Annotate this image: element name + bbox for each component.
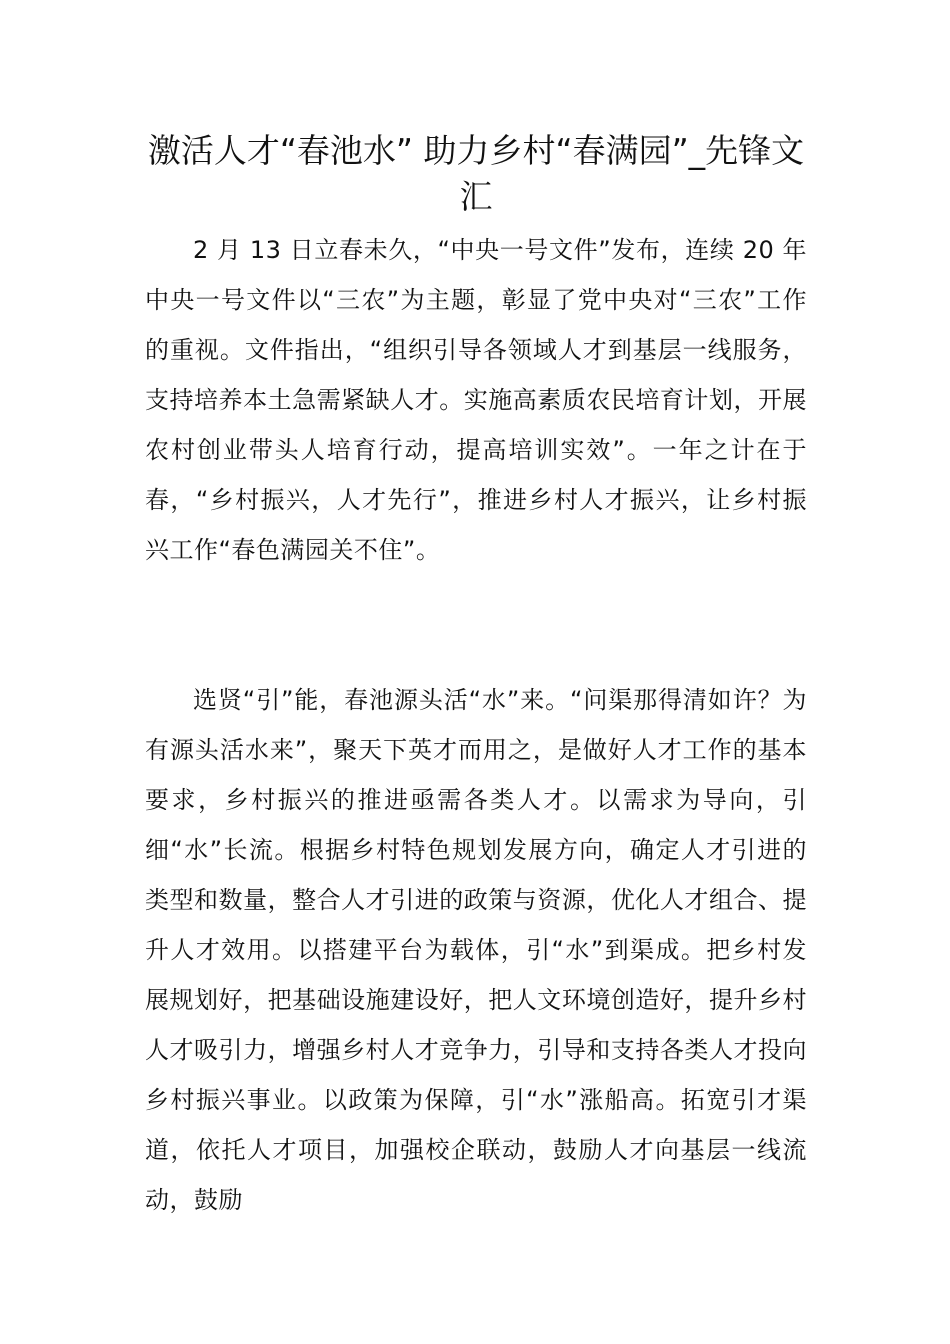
- paragraph-1: 2 月 13 日立春未久，“中央一号文件”发布，连续 20 年中央一号文件以“三农”为主题，彰显了党中央对“三农”工作的重视。文件指出，“组织引导各领域人才到基层一线服务，支持培养本土急需紧缺人才。实施高素质农民培育计划，开展农村创业带头人培育行动，提高培训实效”。一年之计在于春，“乡村振兴，人才先行”，推进乡村人才振兴，让乡村振兴工作“春色满园关不住”。: [145, 236, 807, 564]
- document-title: 激活人才“春池水” 助力乡村“春满园”_先锋文汇: [147, 131, 805, 216]
- paragraph-2: 选贤“引”能，春池源头活“水”来。“问渠那得清如许？为有源头活水来”，聚天下英才而用之，是做好人才工作的基本要求，乡村振兴的推进亟需各类人才。以需求为导向，引细“水”长流。根据乡村特色规划发展方向，确定人才引进的类型和数量，整合人才引进的政策与资源，优化人才组合、提升人才效用。以搭建平台为载体，引“水”到渠成。把乡村发展规划好，把基础设施建设好，把人文环境创造好，提升乡村人才吸引力，增强乡村人才竞争力，引导和支持各类人才投向乡村振兴事业。以政策为保障，引“水”涨船高。拓宽引才渠道，依托人才项目，加强校企联动，鼓励人才向基层一线流动，鼓励: [145, 686, 807, 1214]
